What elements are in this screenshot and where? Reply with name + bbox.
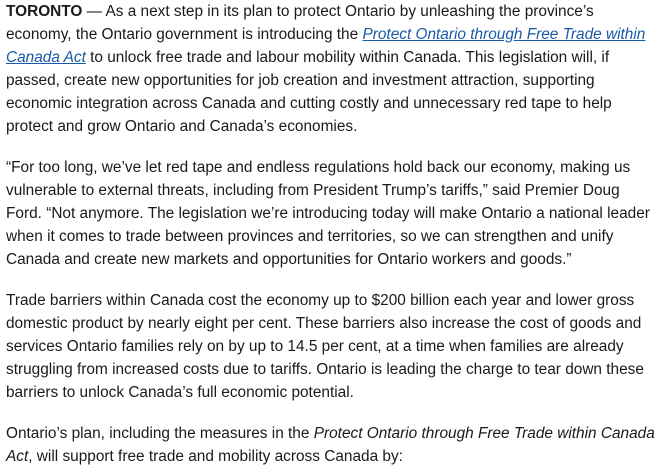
act-link[interactable]: Protect Ontario through Free Trade within Canada Act: [6, 26, 646, 66]
plan-text-before: Ontario’s plan, including the measures in the: [6, 425, 314, 442]
paragraph-trade-barriers: Trade barriers within Canada cost the economy up to $200 billion each year and lower gross domestic product by nearly eight per cent. These barriers also increase the cost of goods and services Ontario families rely on by up to 14.5 per cent, at a time when families are already struggling from increased costs due to tariffs. Ontario is leading the charge to tear down these barriers to unlock Canada’s full economic potential.: [6, 292, 644, 401]
paragraph-plan: [6, 422, 657, 468]
paragraph-intro: [6, 0, 657, 138]
plan-text-after: , will support free trade and mobility across Canada by:: [28, 448, 403, 465]
paragraph-quote: “For too long, we’ve let red tape and endless regulations hold back our economy, making us vulnerable to external threats, including from President Trump’s tariffs,” said Premier Doug Ford. “Not anymore. The legislation we’re introducing today will make Ontario a national leader when it comes to trade between provinces and territories, so we can strengthen and unify Canada and create new markets and opportunities for Ontario workers and goods.”: [6, 159, 650, 268]
intro-text-before-link: — As a next step in its plan to protect Ontario by unleashing the province’s economy, the Ontario government is introducing the: [6, 3, 594, 43]
act-title: Protect Ontario through Free Trade within Canada Act: [6, 425, 655, 465]
intro-text-after-link: to unlock free trade and labour mobility within Canada. This legislation will, if passed, create new opportunities for job creation and investment attraction, supporting economic integration across Canada and cutting costly and unnecessary red tape to help protect and grow Ontario and Canada’s economies.: [6, 49, 612, 135]
dateline: TORONTO: [6, 3, 83, 20]
